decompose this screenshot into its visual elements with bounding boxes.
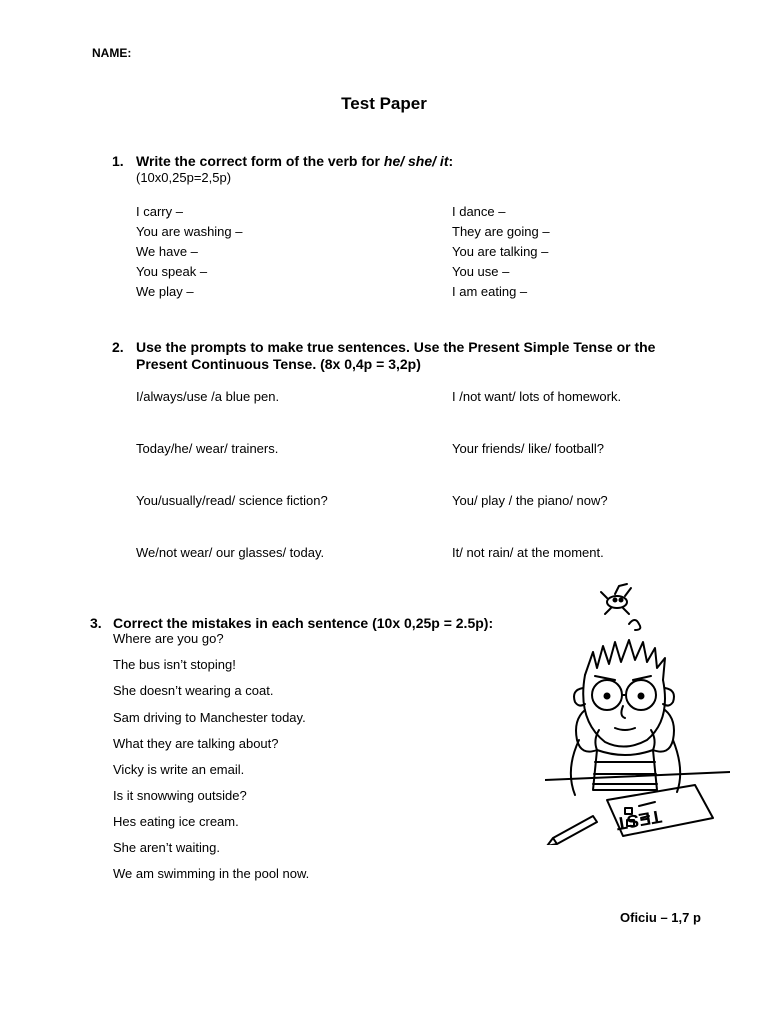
q2-right-item: Your friends/ like/ football? [452, 441, 605, 456]
q2-left-item: We/not wear/ our glasses/ today. [136, 545, 325, 560]
q1-right-item: You are talking – [452, 244, 549, 259]
name-label: NAME: [92, 46, 132, 60]
q1-heading-main: Write the correct form of the verb for [136, 153, 384, 169]
q2-heading-line1: Use the prompts to make true sentences. Use the Present Simple Tense or the [136, 339, 656, 355]
q2-left-item: You/usually/read/ science fiction? [136, 493, 328, 508]
q1-points: (10x0,25p=2,5p) [136, 170, 232, 185]
q1-right-item: They are going – [452, 224, 550, 239]
q2-right-item: It/ not rain/ at the moment. [452, 545, 604, 560]
hair [585, 640, 665, 680]
q1-right-item: I am eating – [452, 284, 528, 299]
q2-right-item: I /not want/ lots of homework. [452, 389, 622, 404]
q1-left-item: We play – [136, 284, 194, 299]
q2-number: 2. [112, 339, 124, 355]
q3-number: 3. [90, 615, 102, 631]
q2-left-item: Today/he/ wear/ trainers. [136, 441, 279, 456]
q1-left-item: You speak – [136, 264, 208, 279]
q3-item: Sam driving to Manchester today. [113, 710, 306, 725]
q2-right-item: You/ play / the piano/ now? [452, 493, 608, 508]
q2-left-item: I/always/use /a blue pen. [136, 389, 280, 404]
q3-item: Is it snowwing outside? [113, 788, 247, 803]
q1-number: 1. [112, 153, 124, 169]
bug-doodle [601, 584, 640, 630]
q1-left-item: We have – [136, 244, 198, 259]
q3-item: Where are you go? [113, 631, 224, 646]
q1-right-item: I dance – [452, 204, 506, 219]
paper-text: TEST [614, 806, 664, 834]
oficiu-points: Oficiu – 1,7 p [620, 910, 701, 925]
q1-heading [136, 153, 453, 170]
page-title: Test Paper [341, 94, 427, 113]
q1-left-item: I carry – [136, 204, 183, 219]
q1-heading-emphasis: he/ she/ it [383, 153, 449, 169]
q3-item: The bus isn’t stoping! [113, 657, 236, 672]
q3-item: She aren’t waiting. [113, 840, 220, 855]
q1-left-item: You are washing – [136, 224, 243, 239]
q3-item: What they are talking about? [113, 736, 279, 751]
q3-item: We am swimming in the pool now. [113, 866, 310, 881]
q3-item: Hes eating ice cream. [113, 814, 239, 829]
q3-item: Vicky is write an email. [113, 762, 245, 777]
q3-item: She doesn’t wearing a coat. [113, 683, 274, 698]
q1-right-item: You use – [452, 264, 510, 279]
student-test-illustration [545, 580, 730, 845]
q3-heading: Correct the mistakes in each sentence (10x 0,25p = 2.5p): [113, 615, 494, 631]
q2-heading-line2: Present Continuous Tense. (8x 0,4p = 3,2p) [136, 356, 421, 372]
q1-heading-end: : [448, 153, 454, 169]
pencil [547, 816, 597, 845]
